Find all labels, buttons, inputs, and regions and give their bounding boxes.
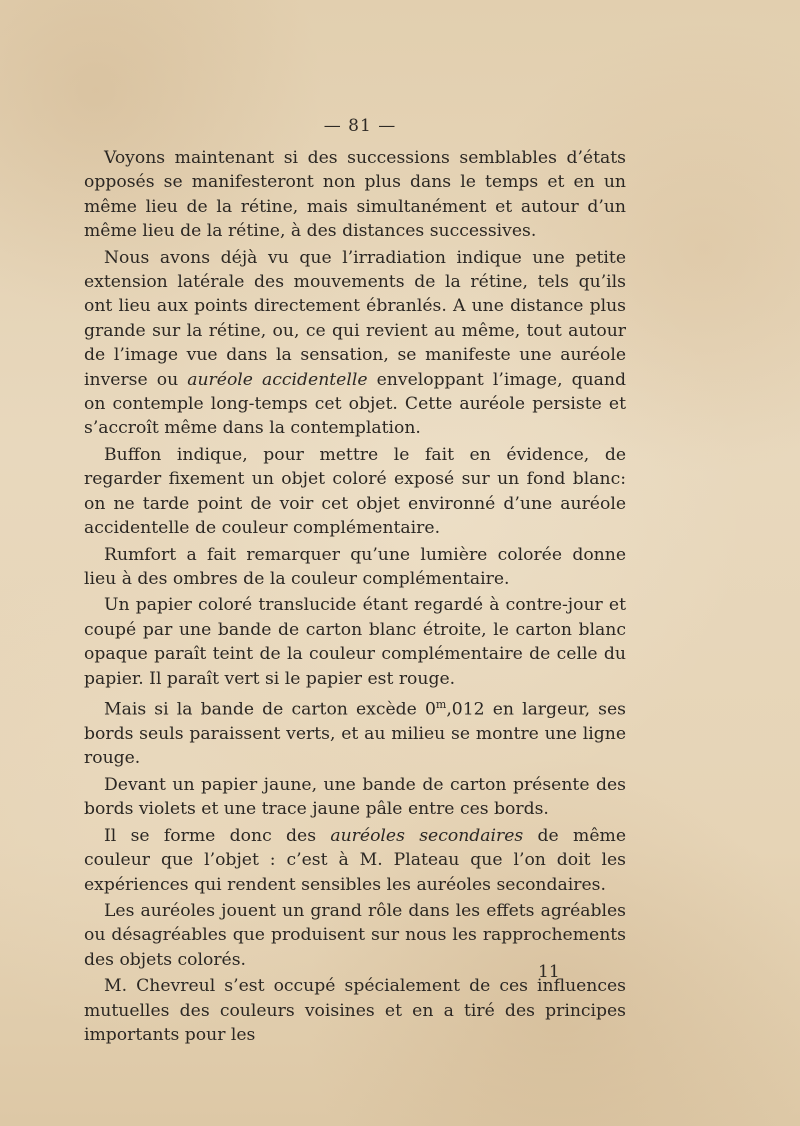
paragraph — [84, 246, 626, 441]
paragraph-text: Voyons maintenant si des successions semblables d’états opposés se manifesteront non plus dans le temps et en un même lieu de la rétine, mais simultanément et autour d’un même lieu de la rétine, à des distances successives. — [84, 148, 626, 242]
superscript-unit: m — [435, 697, 447, 711]
paragraph — [84, 443, 626, 541]
page-number: — 81 — — [323, 116, 397, 136]
paragraph-text: Buffon indique, pour mettre le fait en évidence, de regarder fixement un objet coloré exposé sur un fond blanc: on ne tarde point de voir cet objet environné d’une auréole accidentelle de couleur complémentaire. — [84, 444, 626, 539]
paragraph — [84, 146, 626, 244]
body-text — [84, 146, 626, 1047]
paragraph-text: Rumfort a fait remarquer qu’une lumière colorée donne lieu à des ombres de la couleur complémentaire. — [84, 544, 626, 589]
paragraph-text: Les auréoles jouent un grand rôle dans les effets agréables ou désagréables que produisent sur nous les rapprochements des objets colorés. — [84, 900, 626, 970]
paragraph-text: M. Chevreul s’est occupé spécialement de ces influences mutuelles des couleurs voisines et en a tiré des principes importants pour les — [84, 976, 626, 1045]
signature-mark: 11 — [538, 962, 560, 982]
italic-term: auréoles secondaires — [330, 825, 524, 846]
paragraph-text: Il se forme donc des — [104, 825, 331, 846]
paragraph-text: Nous avons déjà vu que l’irradiation indique une petite extension latérale des mouvements de la rétine, tels qu’ils ont lieu aux points directement ébranlés. A une distance plus grande sur la rétine, ou, ce qui revient au même, tout autour de l’image vue dans la sensation, se manifeste une auréole inverse ou — [84, 247, 626, 390]
paragraph — [84, 773, 626, 822]
paragraph-text: Un papier coloré translucide étant regardé à contre-jour et coupé par une bande de carton blanc étroite, le carton blanc opaque paraît teint de la couleur complémentaire de celle du papier. Il paraît vert si le papier est rouge. — [84, 595, 626, 689]
paragraph-text: Mais si la bande de carton excède 0 — [104, 699, 436, 720]
paragraph — [84, 824, 626, 897]
paragraph-text: enveloppant l’image, quand on contemple long-temps cet objet. Cette auréole persiste et s’accroît même dans la contemplation. — [84, 369, 626, 439]
paragraph — [84, 693, 626, 771]
italic-term: auréole accidentelle — [187, 369, 368, 390]
paragraph-text: de même couleur que l’objet : c’est à M. Plateau que l’on doit les expériences qui rendent sensibles les auréoles secondaires. — [84, 825, 626, 895]
paragraph — [84, 593, 626, 691]
paragraph-text: ,012 en largeur, ses bords seuls paraissent verts, et au milieu se montre une ligne rouge. — [84, 699, 626, 769]
paragraph — [84, 543, 626, 592]
paragraph-text: Devant un papier jaune, une bande de carton présente des bords violets et une trace jaune pâle entre ces bords. — [84, 774, 626, 820]
paragraph — [84, 974, 626, 1047]
